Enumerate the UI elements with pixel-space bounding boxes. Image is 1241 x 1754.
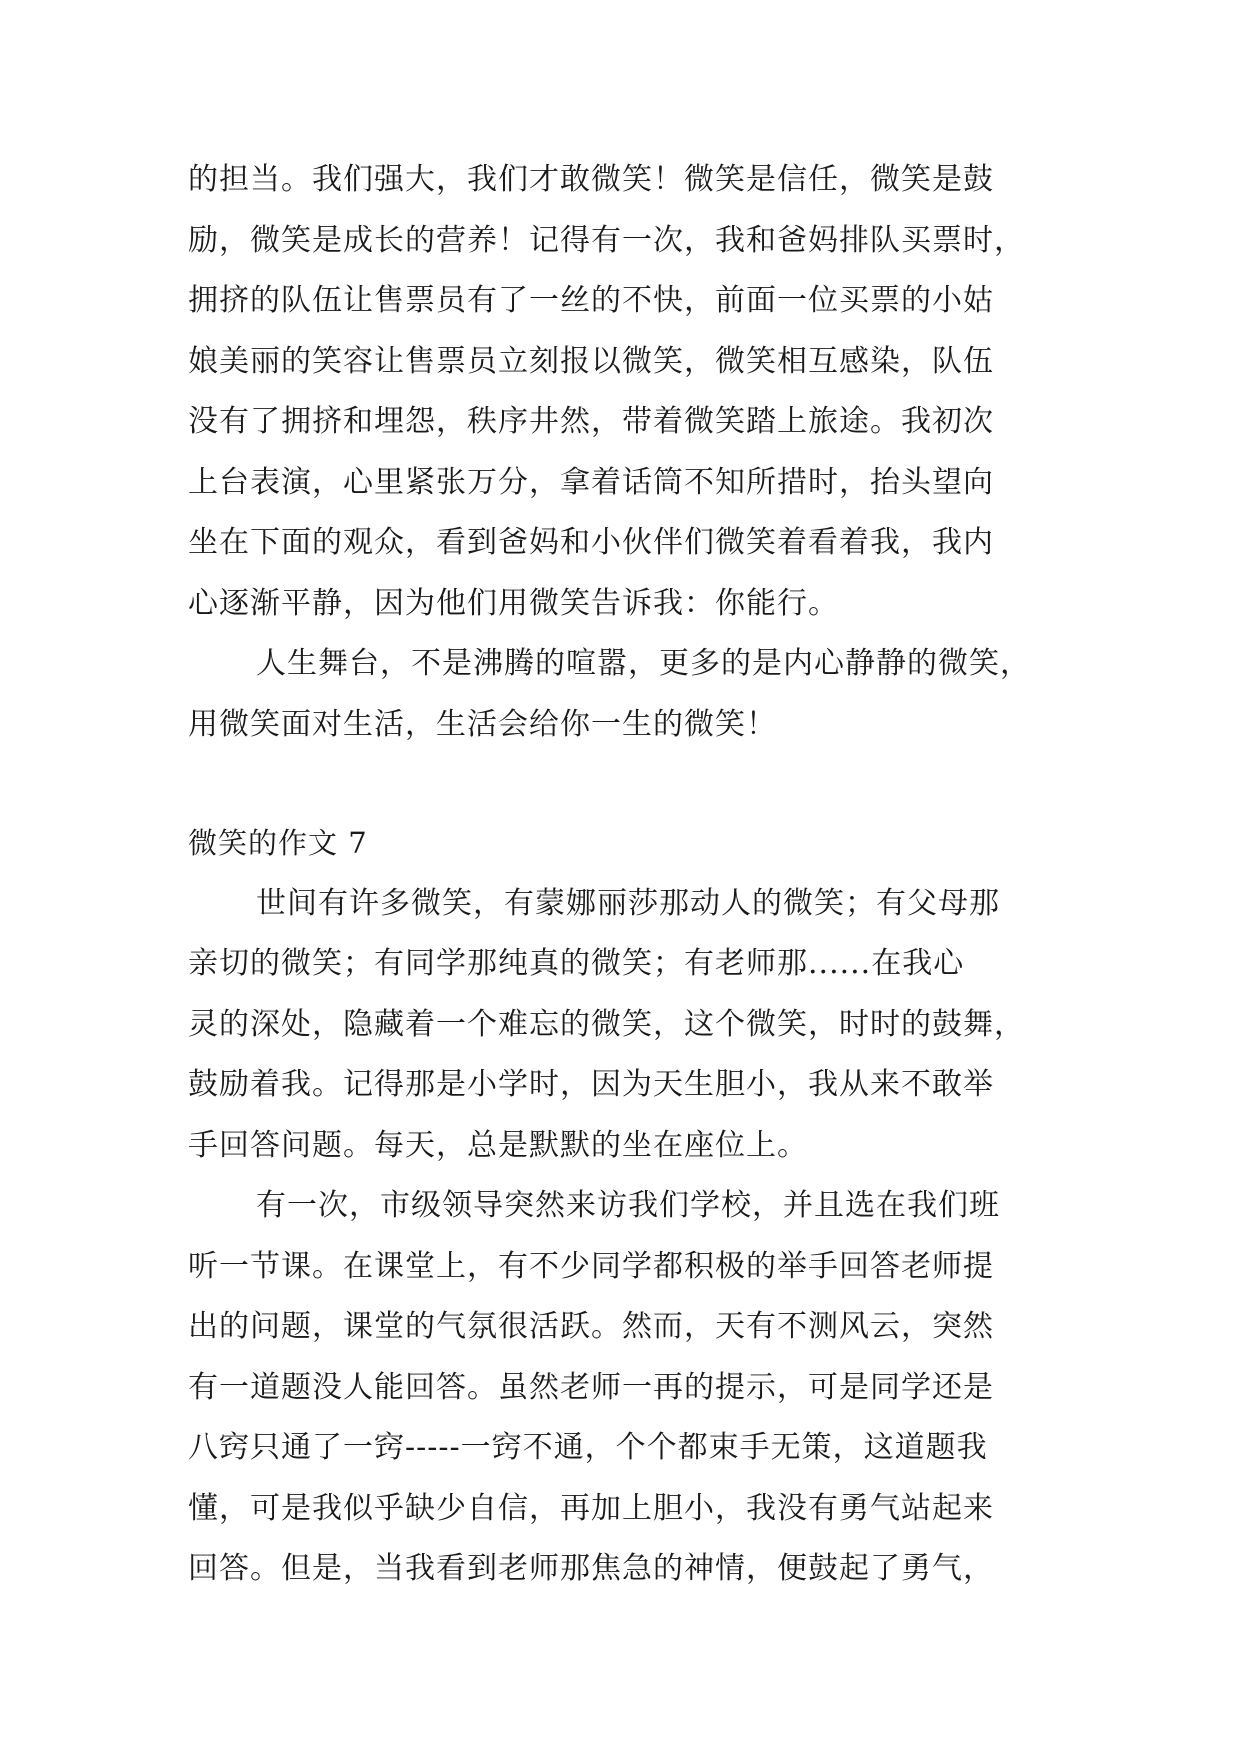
- text-line: 上台表演，心里紧张万分，拿着话筒不知所措时，抬头望向: [188, 464, 994, 500]
- text-line: 世间有许多微笑，有蒙娜丽莎那动人的微笑；有父母那: [256, 885, 1000, 921]
- text-line: 回答。但是，当我看到老师那焦急的神情，便鼓起了勇气，: [188, 1551, 994, 1586]
- text-line: 人生舞台，不是沸腾的喧嚣，更多的是内心静静的微笑，: [256, 646, 1031, 681]
- document-page: [188, 150, 1052, 1600]
- text-line: 八窍只通了一窍-----一窍不通，个个都束手无策，这道题我: [188, 1430, 988, 1465]
- paragraph-2: [188, 634, 1052, 755]
- section-heading: 微笑的作文 7: [188, 826, 368, 860]
- text-line: 灵的深处，隐藏着一个难忘的微笑，这个微笑，时时的鼓舞，: [188, 1006, 1025, 1042]
- text-line: 鼓励着我。记得那是小学时，因为天生胆小，我从来不敢举: [188, 1067, 994, 1102]
- text-line: 懂，可是我似乎缺少自信，再加上胆小，我没有勇气站起来: [188, 1490, 994, 1526]
- text-line: 心逐渐平静，因为他们用微笑告诉我：你能行。: [188, 585, 839, 621]
- paragraph-3: [188, 874, 1052, 1177]
- paragraph-1: [188, 150, 1052, 634]
- text-line: 听一节课。在课堂上，有不少同学都积极的举手回答老师提: [188, 1248, 994, 1284]
- text-line: 坐在下面的观众，看到爸妈和小伙伴们微笑着看着我，我内: [188, 525, 994, 560]
- text-line: 娘美丽的笑容让售票员立刻报以微笑，微笑相互感染，队伍: [188, 343, 994, 379]
- text-line: 没有了拥挤和埋怨，秩序井然，带着微笑踏上旅途。我初次: [188, 404, 994, 439]
- text-line: 亲切的微笑；有同学那纯真的微笑；有老师那......在我心: [188, 946, 965, 981]
- text-line: 手回答问题。每天，总是默默的坐在座位上。: [188, 1127, 808, 1163]
- text-line: 拥挤的队伍让售票员有了一丝的不快，前面一位买票的小姑: [188, 283, 994, 318]
- text-line: 励，微笑是成长的营养！记得有一次，我和爸妈排队买票时，: [188, 222, 1025, 258]
- text-line: 有一道题没人能回答。虽然老师一再的提示，可是同学还是: [188, 1369, 994, 1405]
- text-line: 的担当。我们强大，我们才敢微笑！微笑是信任，微笑是鼓: [188, 162, 994, 197]
- text-line: 用微笑面对生活，生活会给你一生的微笑！: [188, 706, 777, 742]
- paragraph-4: [188, 1176, 1052, 1600]
- text-line: 有一次，市级领导突然来访我们学校，并且选在我们班: [256, 1188, 1000, 1223]
- text-line: 出的问题，课堂的气氛很活跃。然而，天有不测风云，突然: [188, 1309, 994, 1344]
- section-spacer: [188, 755, 1052, 813]
